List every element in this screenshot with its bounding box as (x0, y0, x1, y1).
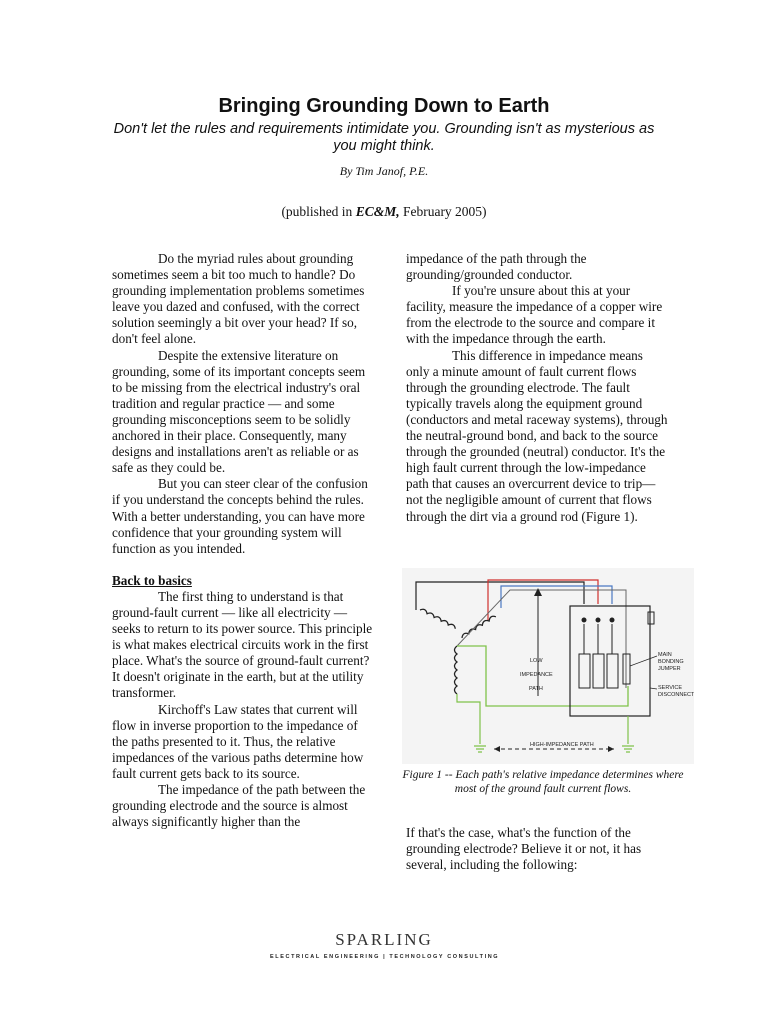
article-title: Bringing Grounding Down to Earth (218, 95, 550, 117)
paragraph: Do the myriad rules about grounding sometimes seem a bit too much to handle? Do grounding implementation problems sometimes leave you dazed and confused, with the correct solution seemingly a bit over your head? If so, don't feel alone. (112, 251, 365, 347)
paragraph: If you're unsure about this at your facility, measure the impedance of a copper wire from the electrode to the source and compare it with the impedance through the earth. (406, 283, 663, 347)
main-bonding-label: JUMPER (658, 666, 681, 672)
paragraph: But you can steer clear of the confusion if you understand the concepts behind the rules. With a better understanding, you can have more confidence that your grounding system will function as you intended. (112, 476, 368, 556)
low-path-label: LOW (530, 658, 543, 664)
paragraph: The first thing to understand is that ground-fault current — like all electricity — seeks to return to its power source. This principle is what makes electrical circuits work in the first place. What's the source of ground-fault current? It doesn't originate in the earth, but at the utility transformer. (112, 588, 373, 701)
logo-name: SPARLING (335, 930, 433, 949)
arrow-head (534, 588, 542, 596)
service-disconnect-label: SERVICE (658, 685, 683, 691)
panel-fuse (596, 618, 601, 623)
right-column (406, 251, 668, 525)
magazine-name: EC&M, (355, 204, 400, 219)
publication-note (0, 204, 768, 220)
transformer-coil-bottom (455, 646, 458, 694)
breaker (593, 654, 604, 688)
published-prefix: (published in (281, 204, 356, 219)
low-path-label: IMPEDANCE (520, 672, 553, 678)
panel-meter (648, 612, 654, 624)
label-leader (630, 656, 657, 666)
label-leader (650, 688, 657, 689)
arrow-head-left (494, 746, 500, 752)
grounding-diagram-svg (402, 568, 694, 764)
paragraph: Despite the extensive literature on grounding, some of its important concepts seem to be missing from the electrical industry's oral tradition and regular practice — and some grounding misconceptions seem to be solidly anchored in their place. Consequently, many designs and installations aren't as reliable or as safe as they could be. (112, 347, 366, 476)
phase-conductor-blue (501, 586, 612, 608)
service-panel (570, 606, 650, 716)
paragraph: This difference in impedance means only a minute amount of fault current flows through the grounding electrode. The fault typically travels along the equipment ground (conductors and metal raceway systems), through the neutral-ground bond, and back to the source through the grounded (neutral) conductor. It's the high fault current through the low-impedance path that causes an overcurrent device to trip—not the negligible amount of current that flows through the dirt via a ground rod (Figure 1). (406, 347, 668, 524)
service-disconnect-label: DISCONNECT (658, 692, 694, 698)
figure-caption: Figure 1 -- Each path's relative impedance determines where most of the ground fault current flows. (402, 769, 684, 795)
transformer-coil-right (461, 615, 496, 638)
article-subtitle: Don't let the rules and requirements intimidate you. Grounding isn't as mysterious as you might think. (113, 121, 655, 154)
section-heading: Back to basics (112, 572, 192, 588)
published-suffix: February 2005) (399, 204, 487, 219)
ground-symbol-left (474, 746, 486, 752)
breaker (607, 654, 618, 688)
left-column (112, 251, 374, 830)
paragraph: Kirchoff's Law states that current will flow in inverse proportion to the impedance of the paths presented to it. Thus, the relative impedances of the various paths determine how fault current gets back to its source. (112, 701, 364, 781)
paragraph: impedance of the path through the grounding/grounded conductor. (406, 251, 587, 283)
panel-fuse (582, 618, 587, 623)
low-path-label: PATH (529, 686, 543, 692)
arrow-head-right (608, 746, 614, 752)
paragraph: The impedance of the path between the grounding electrode and the source is almost always significantly higher than the (112, 782, 366, 830)
ground-symbol-right (622, 746, 634, 752)
main-bonding-label: MAIN (658, 652, 672, 658)
panel-fuse (610, 618, 615, 623)
byline: By Tim Janof, P.E. (339, 164, 429, 178)
high-path-label: HIGH-IMPEDANCE PATH (530, 742, 594, 748)
sparling-logo (270, 930, 498, 960)
figure-grounding-diagram (402, 568, 694, 764)
paragraph: If that's the case, what's the function of the grounding electrode? Believe it or not, it has several, including the following: (406, 825, 642, 873)
panel-switch-lines (584, 624, 612, 654)
transformer-ground-wire (457, 694, 480, 744)
transformer-coil-left (420, 608, 456, 629)
right-column-continued (406, 825, 668, 873)
breaker (579, 654, 590, 688)
main-bonding-label: BONDING (658, 659, 684, 665)
logo-tagline: ELECTRICAL ENGINEERING | TECHNOLOGY CONSULTING (270, 954, 500, 960)
